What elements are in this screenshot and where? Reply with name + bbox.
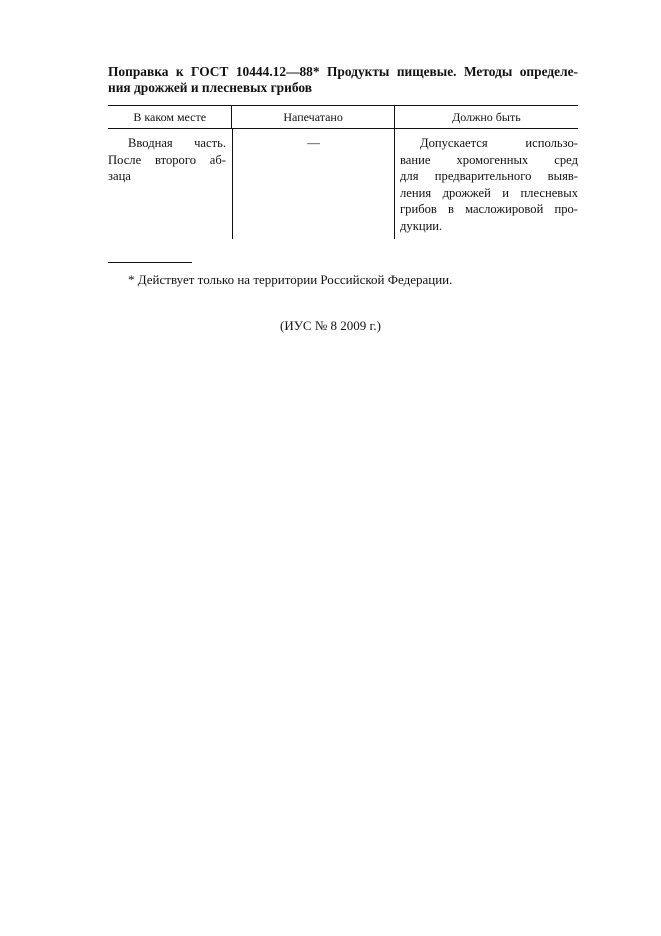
should-be-line-4: ления дрожжей и плесневых [400,185,578,200]
header-should-be: Должно быть [394,106,578,128]
issue-reference: (ИУС № 8 2009 г.) [280,318,381,333]
header-printed: Напечатано [231,106,393,128]
should-be-line-1: Допускается использо- [420,136,578,150]
table-row [108,129,578,239]
correction-title [108,64,578,96]
should-be-line-2: вание хромогенных сред [400,152,578,167]
correction-table [108,105,578,239]
table-header-row [108,106,578,129]
should-be-line-3: для предварительного выяв- [400,169,578,183]
title-line-1: Поправка к ГОСТ 10444.12—88* Продукты пищевые. Методы определе- [108,64,578,79]
cell-where [108,129,232,239]
footnote: * Действует только на территории Российской Федерации. [128,272,453,287]
where-line-1: Вводная часть. [128,136,226,150]
cell-should-be [394,129,578,239]
should-be-line-6: дукции. [400,218,443,233]
where-line-2: После второго аб- [108,152,226,167]
cell-printed: — [232,129,394,239]
title-line-2: ния дрожжей и плесневых грибов [108,80,312,95]
footnote-rule [108,262,192,263]
where-line-3: заца [108,169,131,183]
header-where: В каком месте [133,110,207,124]
should-be-line-5: грибов в масложировой про- [400,202,578,216]
